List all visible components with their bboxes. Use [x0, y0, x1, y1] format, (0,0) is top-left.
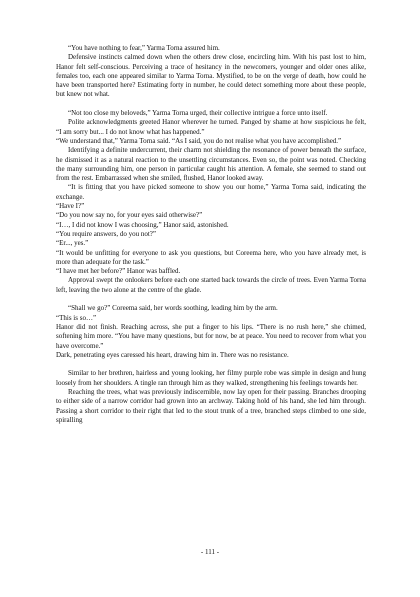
- paragraph: Dark, penetrating eyes caressed his heart, drawing him in. There was no resistance.: [56, 350, 289, 359]
- paragraph: Hanor did not finish. Reaching across, she put a finger to his lips. “There is no rush here,” she chimed, softening him more. “You have many questions, but for now, be at peace. You need to recover from what you have overcome.”: [56, 322, 366, 350]
- paragraph: “You have nothing to fear,” Yarma Torna assured him.: [68, 44, 220, 52]
- paragraph: Polite acknowledgments greeted Hanor wherever he turned. Panged by shame at how suspicious he felt, “I am sorry but... I do not know what has happened.”: [56, 118, 366, 136]
- paragraph: “Er..., yes.”: [56, 239, 89, 248]
- paragraph: “Do you now say no, for your eyes said otherwise?”: [56, 211, 203, 220]
- paragraph: “I have met her before?” Hanor was baffled.: [56, 267, 181, 276]
- paragraph: “Not too close my beloveds,” Yarma Torna urged, their collective intrigue a force unto itself.: [68, 109, 328, 118]
- paragraph: “This is so…”: [56, 313, 97, 322]
- paragraph: “It is fitting that you have picked someone to show you our home,” Yarma Torna said, indicating the exchange.: [56, 183, 366, 201]
- paragraph: “It would be unfitting for everyone to ask you questions, but Coreema here, who you have already met, is more than adequate for the task.”: [56, 248, 366, 266]
- paragraph: Reaching the trees, what was previously indiscernible, now lay open for their passing. Branches drooping to either side of a narrow corridor had grown into an archway. Taking hold of his hand, she led him through. Passing a short corridor to their right that led to the stout trunk of a tree, branched steps climbed to one side, spiralling: [56, 387, 366, 424]
- paragraph: “Shall we go?” Coreema said, her words soothing, leading him by the arm.: [68, 304, 278, 313]
- paragraph: Defensive instincts calmed down when the others drew close, encircling him. With his past lost to him, Hanor felt self-conscious. Perceiving a trace of hesitancy in the newcomers, younger and older ones alike, females too, each one appeared similar to Yarma Torna. Mystified, to be on the verge of death, how could he have been transported here? Estimating forty in number, he could detect something more about these people, but knew not what.: [56, 53, 366, 99]
- body-text: [56, 44, 366, 425]
- paragraph: Identifying a definite undercurrent, their charm not shielding the resonance of power beneath the surface, he dismissed it as a natural reaction to the unsettling circumstances. Even so, the point was noted. Checking the many surrounding him, one person in particular caught his attention. A female, she seemed to stand out from the rest. Embarrassed when she smiled, flushed, Hanor looked away.: [56, 146, 366, 183]
- page-number: - 111 -: [200, 548, 220, 556]
- paragraph: “You require answers, do you not?”: [56, 229, 156, 238]
- paragraph: Similar to her brethren, hairless and young looking, her filmy purple robe was simple in design and hung loosely from her shoulders. A tingle ran through him as they walked, strengthening his feelings towards her.: [56, 369, 366, 387]
- paragraph: “I…, I did not know I was choosing,” Hanor said, astonished.: [56, 220, 229, 229]
- paragraph: “We understand that,” Yarma Torna said. “As I said, you do not realise what you have accomplished.”: [56, 136, 342, 145]
- paragraph: Approval swept the onlookers before each one started back towards the circle of trees. Even Yarma Torna left, leaving the two alone at the centre of the glade.: [56, 276, 366, 294]
- paragraph: “Have I?”: [56, 202, 85, 211]
